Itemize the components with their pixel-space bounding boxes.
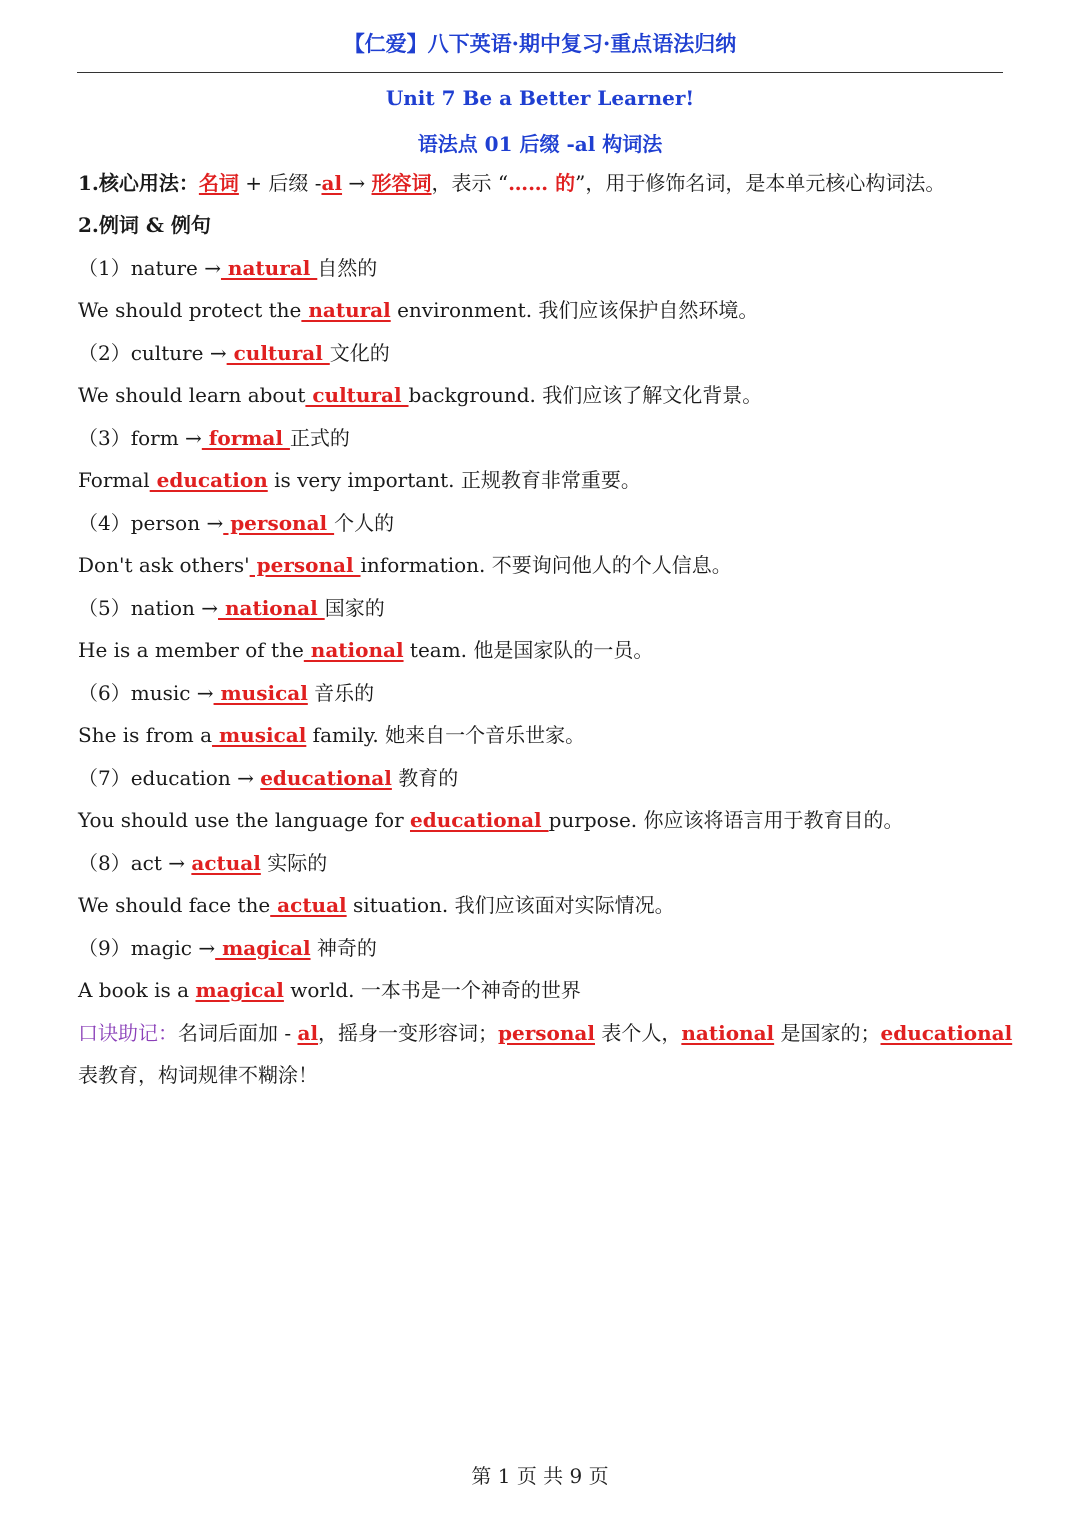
sentence-start: You should use the language for <box>78 808 410 832</box>
example-word-line <box>78 424 1008 452</box>
sentence-keyword: personal <box>249 553 361 577</box>
example-sentence-line <box>78 636 1008 664</box>
derived-word: musical <box>213 681 308 705</box>
sentence-end: team. 他是国家队的一员。 <box>403 638 654 662</box>
sentence-keyword: education <box>149 468 268 492</box>
example-sentence-line <box>78 891 1008 919</box>
sentence-keyword: musical <box>212 723 307 747</box>
mnemonic-line-2: 表教育，构词规律不糊涂！ <box>78 1063 318 1087</box>
sentence-end: is very important. 正规教育非常重要。 <box>267 468 641 492</box>
sentence-start: We should learn about <box>78 383 306 407</box>
base-word: （8）act → <box>78 851 192 875</box>
sentence-end: background. 我们应该了解文化背景。 <box>408 383 763 407</box>
examples-label: 2.例词 & 例句 <box>78 213 211 237</box>
sentence-start: Formal <box>78 468 150 492</box>
example-sentence-line <box>78 551 1008 579</box>
sentence-keyword: cultural <box>305 383 409 407</box>
base-word: （4）person → <box>78 511 224 535</box>
sentence-end: information. 不要询问他人的个人信息。 <box>360 553 732 577</box>
example-sentence-line <box>78 466 1008 494</box>
derived-word: national <box>218 596 325 620</box>
example-sentence-line <box>78 806 1008 834</box>
meaning: 自然的 <box>317 256 378 280</box>
sentence-start: He is a member of the <box>78 638 304 662</box>
mnemonic-label: 口诀助记： <box>78 1021 178 1045</box>
meaning: 文化的 <box>329 341 390 365</box>
mnemonic-text-2: ，摇身一变形容词； <box>318 1021 499 1045</box>
core-arrow: → <box>342 171 372 195</box>
core-usage-label: 1.核心用法： <box>78 171 199 195</box>
sentence-end: world. 一本书是一个神奇的世界 <box>283 978 581 1002</box>
example-sentence-line <box>78 976 1008 1004</box>
base-word: （6）music → <box>78 681 214 705</box>
base-word: （9）magic → <box>78 936 216 960</box>
derived-word: formal <box>201 426 290 450</box>
example-sentence-line <box>78 296 1008 324</box>
meaning: 个人的 <box>334 511 395 535</box>
example-word-line <box>78 339 1008 367</box>
mnemonic-word-national: national <box>681 1021 775 1045</box>
sentence-end: purpose. 你应该将语言用于教育目的。 <box>548 808 904 832</box>
section-title: 语法点 01 后缀 -al 构词法 <box>417 132 663 156</box>
core-end: ”，用于修饰名词，是本单元核心构词法。 <box>575 171 946 195</box>
mnemonic-text-1: 名词后面加 - <box>178 1021 298 1045</box>
derived-word: magical <box>215 936 311 960</box>
example-word-line <box>78 764 1008 792</box>
example-word-line <box>78 254 1008 282</box>
sentence-start: Don't ask others' <box>78 553 250 577</box>
sentence-end: environment. 我们应该保护自然环境。 <box>390 298 759 322</box>
example-word-line <box>78 679 1008 707</box>
meaning: 实际的 <box>260 851 328 875</box>
sentence-keyword: natural <box>301 298 391 322</box>
mnemonic-text-3: 表个人， <box>595 1021 682 1045</box>
mnemonic-suffix: al <box>297 1021 319 1045</box>
derived-word: actual <box>191 851 261 875</box>
derived-word: personal <box>223 511 335 535</box>
sentence-end: family. 她来自一个音乐世家。 <box>306 723 586 747</box>
derived-word: educational <box>260 766 392 790</box>
mnemonic-text-4: 是国家的； <box>774 1021 881 1045</box>
header-divider <box>77 72 1003 73</box>
mnemonic-word-personal: personal <box>498 1021 595 1045</box>
meaning: 神奇的 <box>310 936 377 960</box>
core-adjective: 形容词 <box>371 171 432 195</box>
base-word: （1）nature → <box>78 256 221 280</box>
core-plus: + 后缀 - <box>238 171 322 195</box>
base-word: （7）education → <box>78 766 261 790</box>
document-header: 【仁爱】八下英语·期中复习·重点语法归纳 <box>343 31 737 56</box>
meaning: 正式的 <box>289 426 350 450</box>
example-sentence-line <box>78 721 1008 749</box>
base-word: （2）culture → <box>78 341 227 365</box>
page-footer: 第 1 页 共 9 页 <box>471 1464 609 1488</box>
meaning: 音乐的 <box>307 681 375 705</box>
sentence-keyword: actual <box>270 893 347 917</box>
derived-word: cultural <box>226 341 330 365</box>
mnemonic-word-educational: educational <box>880 1021 1013 1045</box>
core-de: …… 的 <box>508 171 576 195</box>
sentence-keyword: national <box>303 638 404 662</box>
base-word: （5）nation → <box>78 596 218 620</box>
sentence-start: We should protect the <box>78 298 302 322</box>
example-word-line <box>78 594 1008 622</box>
sentence-keyword: educational <box>409 808 549 832</box>
sentence-keyword: magical <box>195 978 284 1002</box>
core-noun: 名词 <box>198 171 239 195</box>
core-mid: ，表示 “ <box>431 171 509 195</box>
base-word: （3）form → <box>78 426 202 450</box>
core-usage-line <box>78 169 1008 197</box>
mnemonic-line-1 <box>78 1019 1013 1047</box>
sentence-start: We should face the <box>78 893 271 917</box>
meaning: 教育的 <box>391 766 459 790</box>
sentence-start: She is from a <box>78 723 213 747</box>
derived-word: natural <box>220 256 318 280</box>
sentence-start: A book is a <box>78 978 196 1002</box>
sentence-end: situation. 我们应该面对实际情况。 <box>346 893 675 917</box>
example-word-line <box>78 509 1008 537</box>
core-suffix: al <box>321 171 343 195</box>
unit-title: Unit 7 Be a Better Learner! <box>385 86 695 110</box>
example-word-line <box>78 934 1008 962</box>
example-sentence-line <box>78 381 1008 409</box>
meaning: 国家的 <box>324 596 385 620</box>
example-word-line <box>78 849 1008 877</box>
